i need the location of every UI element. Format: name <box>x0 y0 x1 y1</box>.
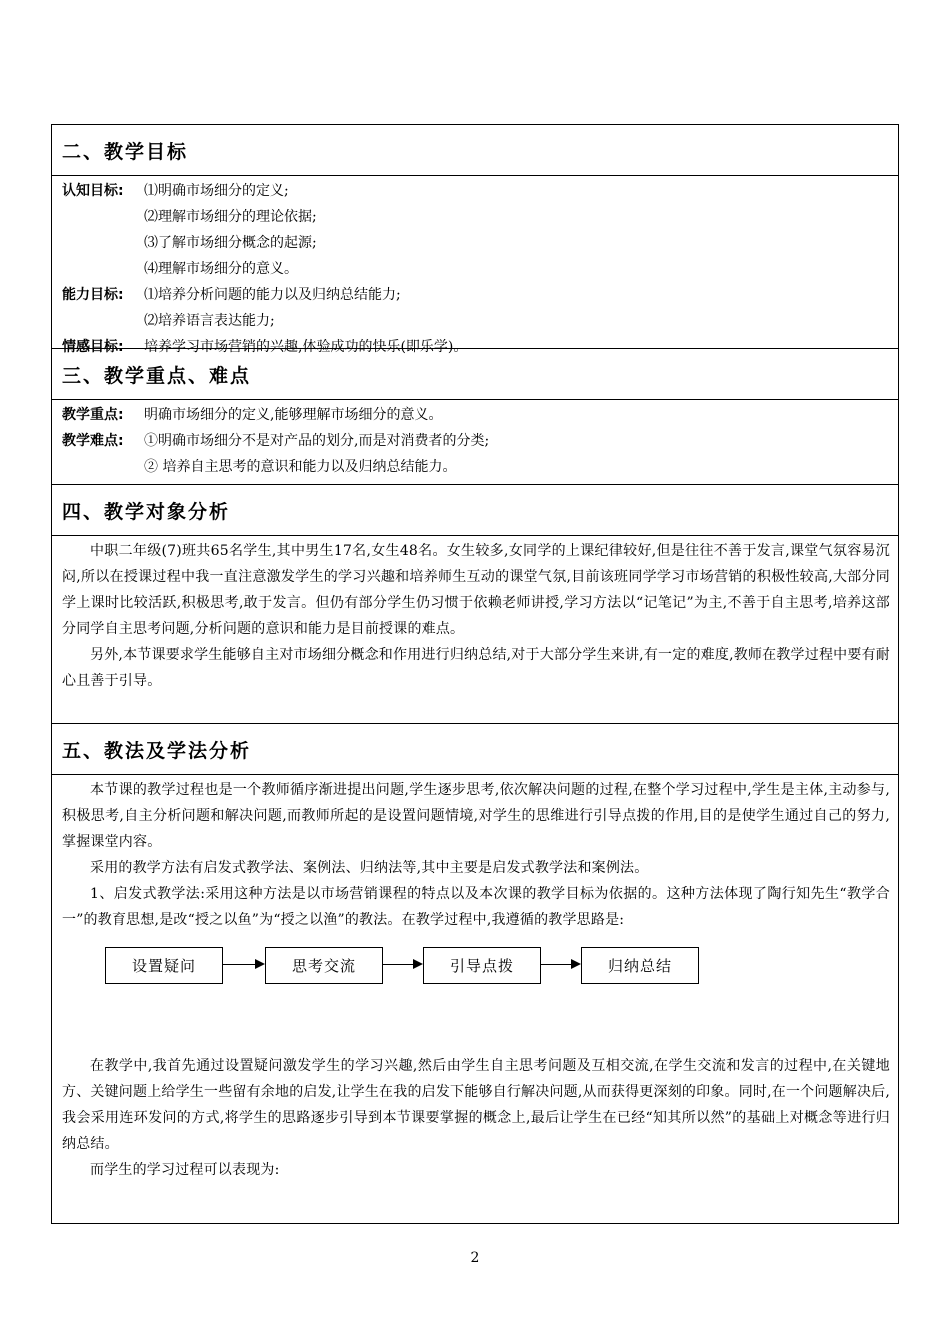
teaching-flow-diagram <box>62 933 890 1053</box>
key-points-body <box>52 400 898 485</box>
cognitive-item: ⑴明确市场细分的定义; <box>144 183 289 199</box>
section-title-students: 四、教学对象分析 <box>52 485 898 536</box>
emotion-label: 情感目标: <box>62 339 124 355</box>
cognitive-item: ⑷理解市场细分的意义。 <box>144 261 298 277</box>
ability-line-2 <box>62 308 890 334</box>
section-title-methods: 五、教法及学法分析 <box>52 724 898 775</box>
difficult-line-2 <box>62 454 890 480</box>
methods-paragraph: 1、启发式教学法:采用这种方法是以市场营销课程的特点以及本次课的教学目标为依据的。这种方法体现了陶行知先生“教学合一”的教育思想,是改“授之以鱼”为“授之以渔”的教法。在教学过程中,我遵循的教学思路是: <box>62 886 890 928</box>
cognitive-item: ⑶了解市场细分概念的起源; <box>144 235 317 251</box>
flow-arrow-icon <box>383 964 421 965</box>
objectives-body <box>52 176 898 355</box>
cognitive-line-3 <box>62 230 890 256</box>
emotion-item: 培养学习市场营销的兴趣,体验成功的快乐(即乐学)。 <box>144 339 468 355</box>
key-item: 明确市场细分的定义,能够理解市场细分的意义。 <box>144 407 443 423</box>
cognitive-line-4 <box>62 256 890 282</box>
flow-step-1: 设置疑问 <box>105 947 223 984</box>
page-number: 2 <box>470 1250 480 1266</box>
methods-paragraph: 本节课的教学过程也是一个教师循序渐进提出问题,学生逐步思考,依次解决问题的过程,在整个学习过程中,学生是主体,主动参与,积极思考,自主分析问题和解决问题,而教师所起的是设置问题情境,对学生的思维进行引导点拨的作用,目的是使学生通过自己的努力,掌握课堂内容。 <box>62 782 890 850</box>
flow-step-3: 引导点拨 <box>423 947 541 984</box>
ability-item: ⑵培养语言表达能力; <box>144 313 275 329</box>
difficult-line-1 <box>62 428 890 454</box>
flow-arrow-icon <box>223 964 263 965</box>
ability-label: 能力目标: <box>62 287 124 303</box>
cognitive-line-1 <box>62 178 890 204</box>
section-title-key-points: 三、教学重点、难点 <box>52 349 898 400</box>
methods-body <box>52 775 898 1223</box>
methods-paragraph: 在教学中,我首先通过设置疑问激发学生的学习兴趣,然后由学生自主思考问题及互相交流,在学生交流和发言的过程中,在关键地方、关键问题上给学生一些留有余地的启发,让学生在我的启发下能够自行解决问题,从而获得更深刻的印象。同时,在一个问题解决后,我会采用连环发问的方式,将学生的思路逐步引导到本节课要掌握的概念上,最后让学生在已经“知其所以然”的基础上对概念等进行归纳总结。 <box>62 1058 890 1152</box>
difficult-label: 教学难点: <box>62 433 124 449</box>
methods-paragraph: 而学生的学习过程可以表现为: <box>90 1162 280 1178</box>
ability-line-1 <box>62 282 890 308</box>
flow-step-2: 思考交流 <box>265 947 383 984</box>
difficult-item: ①明确市场细分不是对产品的划分,而是对消费者的分类; <box>144 433 490 449</box>
cognitive-label: 认知目标: <box>62 183 124 199</box>
students-paragraph: 另外,本节课要求学生能够自主对市场细分概念和作用进行归纳总结,对于大部分学生来讲,有一定的难度,教师在教学过程中要有耐心且善于引导。 <box>62 647 890 689</box>
difficult-item: ② 培养自主思考的意识和能力以及归纳总结能力。 <box>144 459 457 475</box>
key-label: 教学重点: <box>62 407 124 423</box>
lesson-plan-table <box>51 124 899 1224</box>
students-paragraph: 中职二年级(7)班共65名学生,其中男生17名,女生48名。女生较多,女同学的上课纪律较好,但是往往不善于发言,课堂气氛容易沉闷,所以在授课过程中我一直注意激发学生的学习兴趣和培养师生互动的课堂气氛,目前该班同学学习市场营销的积极性较高,大部分同学上课时比较活跃,积极思考,敢于发言。但仍有部分学生仍习惯于依赖老师讲授,学习方法以“记笔记”为主,不善于自主思考,培养这部分同学自主思考问题,分析问题的意识和能力是目前授课的难点。 <box>62 543 890 637</box>
cognitive-line-2 <box>62 204 890 230</box>
section-title-objectives: 二、教学目标 <box>52 125 898 176</box>
students-body <box>52 536 898 724</box>
flow-step-4: 归纳总结 <box>581 947 699 984</box>
flow-arrow-icon <box>541 964 579 965</box>
cognitive-item: ⑵理解市场细分的理论依据; <box>144 209 317 225</box>
ability-item: ⑴培养分析问题的能力以及归纳总结能力; <box>144 287 401 303</box>
key-line <box>62 402 890 428</box>
emotion-line <box>62 334 890 360</box>
methods-paragraph: 采用的教学方法有启发式教学法、案例法、归纳法等,其中主要是启发式教学法和案例法。 <box>90 860 649 876</box>
